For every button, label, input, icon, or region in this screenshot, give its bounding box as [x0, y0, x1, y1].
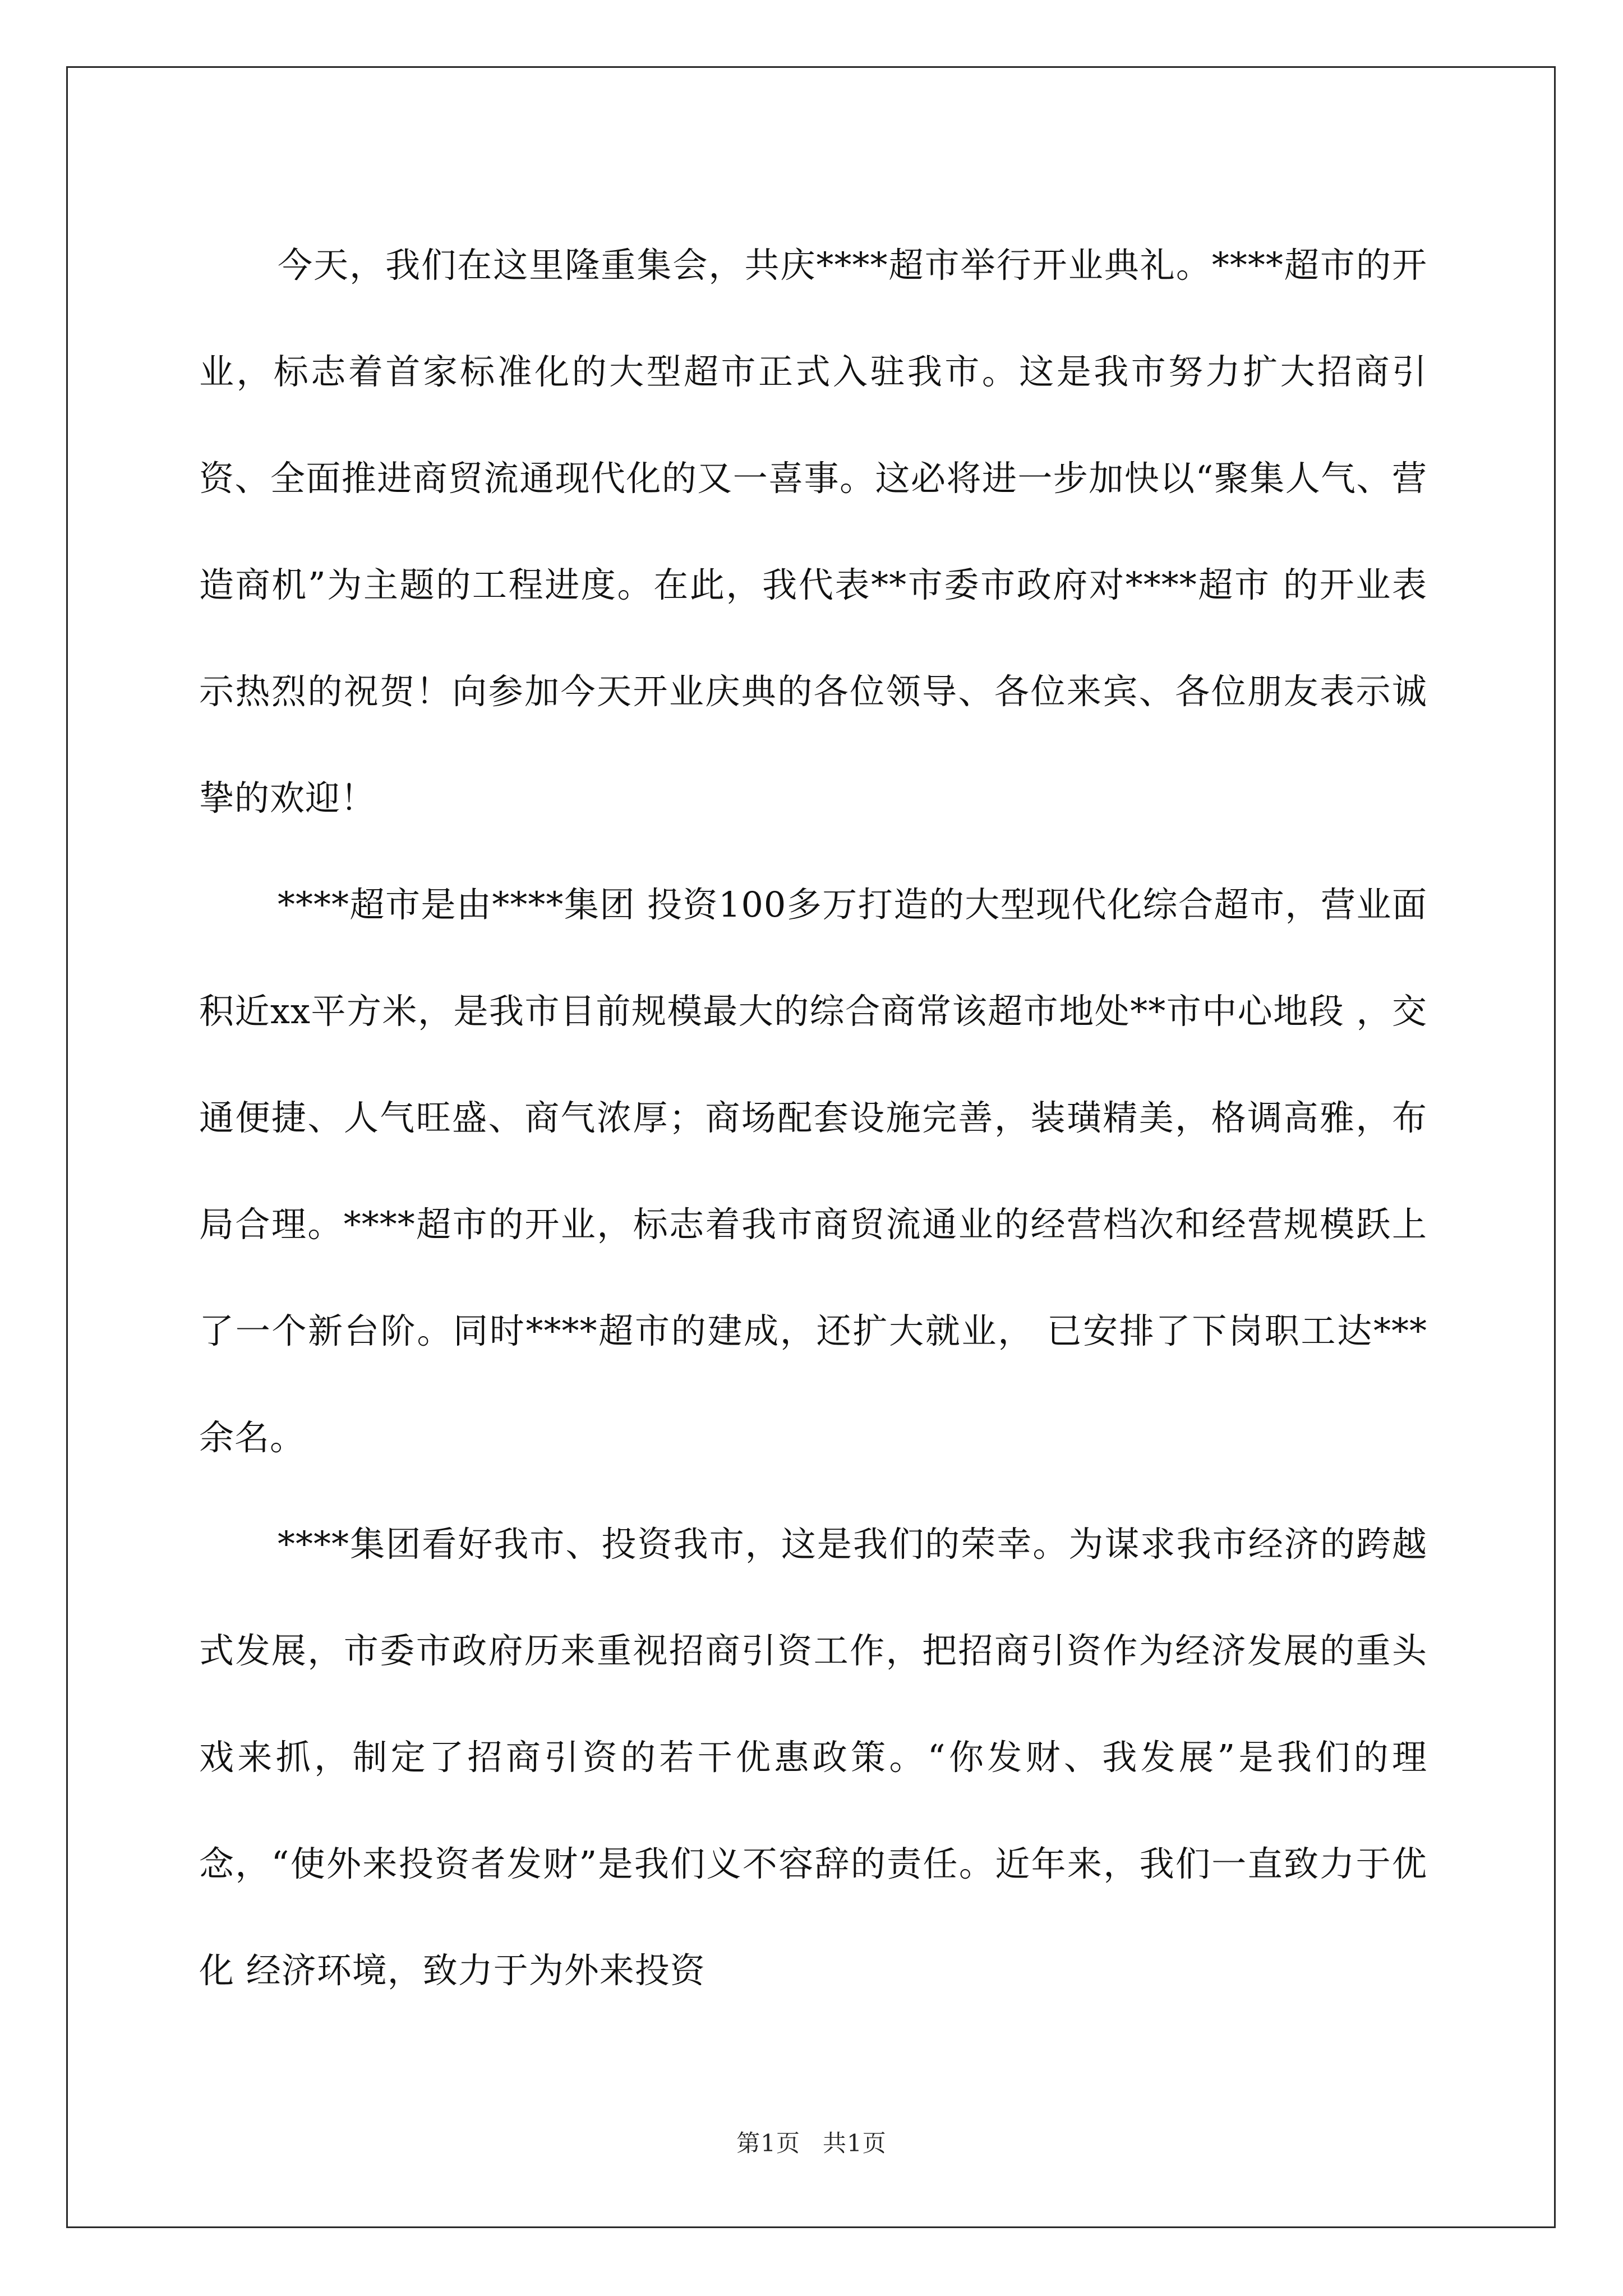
- page-number: 第1页: [736, 2129, 800, 2157]
- document-body: [199, 212, 1427, 2024]
- paragraph-3: ****集团看好我市、投资我市，这是我们的荣幸。为谋求我市经济的跨越式发展，市委市政府历来重视招商引资工作，把招商引资作为经济发展的重头戏来抓，制定了招商引资的若干优惠政策。“你发财、我发展”是我们的理念，“使外来投资者发财”是我们义不容辞的责任。近年来，我们一直致力于优化 经济环境，致力于为外来投资: [199, 1524, 1427, 1991]
- page-footer: [0, 2125, 1623, 2159]
- paragraph-2: ****超市是由****集团 投资100多万打造的大型现代化综合超市，营业面积近xx平方米，是我市目前规模最大的综合商常该超市地处**市中心地段 ，交通便捷、人气旺盛、商气浓厚；商场配套设施完善，装璜精美，格调高雅，布局合理。****超市的开业，标志着我市商贸流通业的经营档次和经营规模跃上了一个新台阶。同时****超市的建成，还扩大就业， 已安排了下岗职工达***余名。: [199, 884, 1427, 1458]
- page-total: 共1页: [823, 2129, 887, 2157]
- paragraph-1: 今天，我们在这里隆重集会，共庆****超市举行开业典礼。****超市的开业，标志着首家标准化的大型超市正式入驻我市。这是我市努力扩大招商引资、全面推进商贸流通现代化的又一喜事。这必将进一步加快以“聚集人气、营造商机”为主题的工程进度。在此，我代表**市委市政府对****超市 的开业表示热烈的祝贺！向参加今天开业庆典的各位领导、各位来宾、各位朋友表示诚挚的欢迎！: [199, 245, 1427, 818]
